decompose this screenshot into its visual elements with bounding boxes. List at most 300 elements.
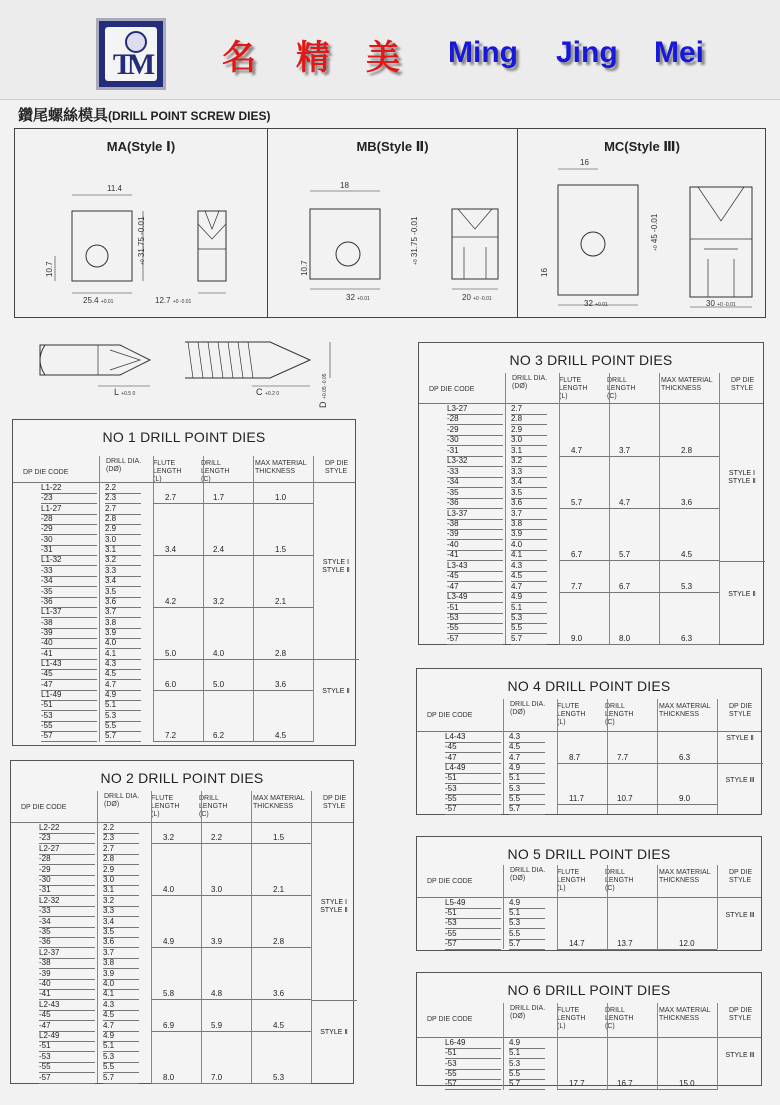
die-code: -55 [447,623,503,634]
die-code: L5-49 [445,898,501,909]
drill-dia: 5.1 [509,773,545,784]
hdr-flute: FLUTE LENGTH [151,795,180,810]
table-row [419,488,559,498]
hdr-dia2: (DØ) [104,801,120,808]
drill-dia: 5.7 [511,634,547,645]
table-row [13,721,153,731]
drill-dia: 3.1 [511,446,547,457]
flute-length: 11.7 [569,793,584,803]
style-mb-panel [268,129,518,317]
max-thickness: 4.5 [275,731,287,741]
flute-length: 17.7 [569,1079,585,1089]
table-row [13,483,153,493]
drill-dia: 4.9 [105,690,141,701]
mb-base-val: 20 [462,293,471,302]
drill-dia: 3.0 [103,875,139,886]
table-row [417,763,557,773]
flute-length: 4.2 [165,596,177,606]
mb-height: 10.7 [300,260,309,276]
brand-en-3: Mei [654,36,705,69]
ma-vertical [137,217,146,265]
mc-length [584,299,608,308]
ma-base [155,296,191,305]
mc-base [706,299,736,308]
hdr-dia: DRILL DIA. [510,701,546,708]
flute-length: 6.9 [163,1020,175,1030]
die-code: -40 [447,540,503,551]
hdr-dia2: (DØ) [510,1013,526,1020]
max-thickness: 4.5 [681,550,693,560]
group-divider [153,555,313,556]
drill-dia: 4.9 [509,898,545,909]
drill-length: 3.0 [211,885,223,895]
table-row [419,613,559,623]
table-row [417,784,557,794]
hdr-flute2: (L) [557,1023,566,1030]
hdr-dp2: STYLE [729,1015,752,1022]
mc-length-tol: +0.01 [595,302,608,308]
table-row [417,1079,557,1089]
screw-c: C [256,387,263,397]
table-row [13,649,153,659]
die-code: -38 [41,618,97,629]
die-style: STYLE Ⅰ STYLE Ⅱ [322,558,350,574]
die-code: -57 [445,1079,501,1090]
hdr-max2: THICKNESS [659,1015,700,1022]
table-row [417,1059,557,1069]
drill-dia: 3.1 [105,545,141,556]
table-row [417,1038,557,1048]
screw-d: D [318,401,328,408]
drill-dia: 3.5 [511,488,547,499]
die-code: -45 [445,742,501,753]
style-mb-title: MB(Style Ⅱ) [356,139,429,154]
die-code: -28 [39,854,95,865]
table-row [13,535,153,545]
table-row [11,948,151,958]
column-divider [153,456,154,742]
table-row [419,467,559,477]
table-row [419,603,559,613]
drill-dia: 4.5 [105,669,141,680]
col-header-drill [605,1007,645,1031]
table-row [13,618,153,628]
die-style: STYLE Ⅱ [726,735,754,743]
hdr-flute2: (L) [559,393,568,400]
flute-length: 4.9 [163,937,175,947]
drill-dia: 3.6 [105,597,141,608]
flute-length: 3.4 [165,545,177,555]
mc-base-val: 30 [706,299,715,308]
group-divider [151,1083,311,1084]
hdr-drill2: (C) [199,811,209,818]
table-row [11,937,151,947]
max-thickness: 3.6 [681,498,693,508]
style-mc-panel [518,129,766,317]
die-code: -29 [447,425,503,436]
table-row [417,732,557,742]
table-row [11,1021,151,1031]
die-code: -35 [41,587,97,598]
max-thickness: 6.3 [681,633,693,643]
table-row [11,1031,151,1041]
die-code: -39 [41,628,97,639]
screw-c-dim [256,387,279,397]
drill-dia: 2.9 [511,425,547,436]
drill-dia: 5.5 [509,929,545,940]
drill-dia: 4.7 [105,680,141,691]
flute-length: 14.7 [569,938,585,948]
max-thickness: 12.0 [679,938,695,948]
die-code: L2-37 [39,948,95,959]
table-row [419,519,559,529]
drill-length: 2.4 [213,545,225,555]
table-row [11,823,151,833]
hdr-dp: DP DIE [729,1007,753,1014]
screw-d-tol: +0.05 -0.05 [322,373,328,399]
drill-dia: 2.7 [105,504,141,515]
mc-vert-val: 45 -0.01 [650,213,659,244]
die-code: -31 [41,545,97,556]
die-code: -23 [41,493,97,504]
col-header-dia [512,375,550,391]
drill-length: 4.0 [213,648,225,658]
column-divider [657,1003,658,1090]
table-row [419,509,559,519]
table-row [13,555,153,565]
die-code: -55 [445,929,501,940]
col-header-dp [729,869,757,885]
table-row [11,854,151,864]
drill-dia: 5.7 [509,939,545,950]
table-row [417,908,557,918]
hdr-dia: DRILL DIA. [510,867,546,874]
die-code: -36 [447,498,503,509]
col-header-dp [729,1007,757,1023]
drill-dia: 5.1 [509,908,545,919]
column-divider [607,699,608,814]
col-header-dia [106,458,144,474]
col-header-drill [199,795,239,819]
col-header-code: DP DIE CODE [427,1016,473,1023]
die-code: -47 [445,753,501,764]
screw-l-dim [114,387,135,397]
table-row [13,493,153,503]
col-header-code: DP DIE CODE [429,386,475,393]
table-row [13,731,153,741]
die-code: -41 [447,550,503,561]
ma-vert-val: 31.75 -0.01 [137,216,146,258]
table-row [11,1052,151,1062]
drill-length: 10.7 [617,793,633,803]
drill-dia: 3.8 [511,519,547,530]
hdr-max: MAX MATERIAL [255,460,307,467]
mc-base-tol: +0 -0.01 [717,302,736,308]
style-divider [313,659,359,660]
group-divider [557,763,717,764]
max-thickness: 1.0 [275,493,287,503]
col-header-dp [323,795,351,811]
drill-length: 3.9 [211,937,223,947]
die-style: STYLE Ⅰ STYLE Ⅱ [320,899,348,915]
table-row [13,711,153,721]
max-thickness: 2.1 [275,596,287,606]
die-code: -45 [41,669,97,680]
no1-drill-point-table [12,419,356,746]
group-divider [559,508,719,509]
die-code: -23 [39,833,95,844]
hdr-dp2: STYLE [729,877,752,884]
column-divider [717,865,718,949]
flute-length: 7.7 [571,581,583,591]
table-row [11,989,151,999]
hdr-flute: FLUTE LENGTH [557,1007,586,1022]
drill-dia: 5.3 [511,613,547,624]
die-code: -40 [41,638,97,649]
col-header-code: DP DIE CODE [23,469,69,476]
col-header-flute [151,795,191,819]
style-divider [719,561,765,562]
mb-vert-val: 31.75 -0.01 [410,216,419,258]
drill-dia: 3.4 [105,576,141,587]
table-title: NO 5 DRILL POINT DIES [507,846,671,862]
column-divider [151,791,152,1083]
die-code: -33 [447,467,503,478]
style-mb-drawing [268,129,518,317]
column-divider [657,865,658,949]
column-divider [311,791,312,1083]
flute-length: 8.7 [569,752,581,762]
die-code: -28 [41,514,97,525]
drill-dia: 5.5 [103,1062,139,1073]
die-code: -35 [447,488,503,499]
max-thickness: 9.0 [679,793,691,803]
die-code: -40 [39,979,95,990]
table-title: NO 3 DRILL POINT DIES [509,352,673,368]
die-code: -55 [41,721,97,732]
die-code: -47 [41,680,97,691]
flute-length: 6.7 [571,550,583,560]
drill-dia: 5.1 [509,1048,545,1059]
column-divider [203,456,204,742]
hdr-dia: DRILL DIA. [106,458,142,465]
drill-dia: 4.3 [511,561,547,572]
drill-dia: 2.7 [103,844,139,855]
table-row [11,1041,151,1051]
hdr-drill: DRILL LENGTH [607,377,636,392]
drill-length: 7.0 [211,1072,223,1082]
table-row [11,885,151,895]
column-divider [557,699,558,814]
table-title: NO 6 DRILL POINT DIES [507,982,671,998]
mc-width: 16 [580,158,589,167]
table-row [13,700,153,710]
flute-length: 4.0 [163,885,175,895]
drill-dia: 3.3 [103,906,139,917]
hdr-max: MAX MATERIAL [253,795,305,802]
drill-length: 1.7 [213,493,225,503]
table-row [13,576,153,586]
col-header-max [659,1007,711,1023]
drill-dia: 5.3 [103,1052,139,1063]
die-code: -55 [445,1069,501,1080]
column-divider [313,456,314,742]
column-divider [607,865,608,949]
flute-length: 9.0 [571,633,583,643]
die-code: -34 [39,917,95,928]
column-divider [201,791,202,1083]
die-code: L2-22 [39,823,95,834]
die-code: -28 [447,414,503,425]
style-divider [717,763,763,764]
column-divider [557,1003,558,1090]
flute-length: 7.2 [165,731,177,741]
table-row [11,969,151,979]
hdr-dia2: (DØ) [512,383,528,390]
table-row [13,628,153,638]
drill-length: 13.7 [617,938,633,948]
mb-vertical [410,217,419,265]
die-code: L3-37 [447,509,503,520]
die-code: -51 [447,603,503,614]
hdr-drill: DRILL LENGTH [199,795,228,810]
drill-length: 7.7 [617,752,629,762]
die-code: L4-49 [445,763,501,774]
die-code: -45 [39,1010,95,1021]
die-code: -57 [447,634,503,645]
col-header-max [253,795,305,811]
group-divider [151,1031,311,1032]
style-mc-drawing [518,129,766,317]
die-code: -53 [447,613,503,624]
die-code: -39 [39,969,95,980]
hdr-dia: DRILL DIA. [104,793,140,800]
max-thickness: 5.3 [681,581,693,591]
column-divider [719,373,720,644]
style-ma-title: MA(Style Ⅰ) [106,139,176,154]
die-code: -51 [445,908,501,919]
drill-dia: 3.9 [511,529,547,540]
max-thickness: 2.8 [273,937,285,947]
table-row [417,1069,557,1079]
table-row [11,927,151,937]
group-divider [153,503,313,504]
drill-length: 5.0 [213,679,225,689]
table-row [11,906,151,916]
col-header-dia [510,1005,548,1021]
drill-dia: 4.1 [105,649,141,660]
die-code: -55 [39,1062,95,1073]
col-header-flute [153,460,193,484]
mc-vertical [650,214,659,251]
group-divider [559,644,719,645]
col-header-max [661,377,713,393]
die-code: -38 [39,958,95,969]
table-row [13,504,153,514]
die-code: L1-43 [41,659,97,670]
max-thickness: 1.5 [275,545,287,555]
column-divider [503,865,504,949]
col-header-max [659,869,711,885]
flute-length: 2.7 [165,493,177,503]
drill-length: 5.7 [619,550,631,560]
group-divider [557,949,717,950]
hdr-max2: THICKNESS [255,468,296,475]
die-code: -29 [41,524,97,535]
die-code: L3-27 [447,404,503,415]
table-row [11,865,151,875]
die-style: STYLE Ⅱ [320,1029,348,1037]
table-row [11,1062,151,1072]
drill-dia: 2.9 [105,524,141,535]
no5-drill-point-table [416,836,762,951]
column-divider [503,1003,504,1090]
mb-length-tol: +0.01 [357,296,370,302]
screw-d-dim [318,374,328,408]
col-header-dia [104,793,142,809]
col-header-code: DP DIE CODE [427,712,473,719]
die-code: -35 [39,927,95,938]
drill-length: 4.8 [211,989,223,999]
table-row [13,514,153,524]
col-header-dia [510,701,548,717]
table-row [417,918,557,928]
page-title [18,104,270,125]
hdr-max2: THICKNESS [659,711,700,718]
hdr-max: MAX MATERIAL [659,1007,711,1014]
die-code: -47 [39,1021,95,1032]
group-divider [151,843,311,844]
drill-dia: 4.0 [511,540,547,551]
drill-dia: 4.0 [105,638,141,649]
table-row [13,607,153,617]
drill-length: 5.9 [211,1020,223,1030]
hdr-flute2: (L) [151,811,160,818]
drill-length: 6.7 [619,581,631,591]
column-divider [97,791,98,1083]
die-style: STYLE Ⅲ [725,776,755,784]
table-row [417,939,557,949]
table-title: NO 4 DRILL POINT DIES [507,678,671,694]
die-style: STYLE Ⅱ [322,688,350,696]
die-code: -57 [445,939,501,950]
drill-dia: 5.3 [509,918,545,929]
table-row [11,844,151,854]
hdr-dp: DP DIE [731,377,755,384]
hdr-dia: DRILL DIA. [510,1005,546,1012]
drill-dia: 3.8 [103,958,139,969]
hdr-max: MAX MATERIAL [661,377,713,384]
table-row [417,804,557,814]
col-header-dp [731,377,759,393]
mb-base [462,293,492,302]
table-row [417,773,557,783]
hdr-flute: FLUTE LENGTH [153,460,182,475]
die-code: -29 [39,865,95,876]
table-row [417,742,557,752]
screw-l-tol: +0.5 0 [121,391,136,397]
no6-drill-point-table [416,972,762,1089]
die-code: L3-49 [447,592,503,603]
drill-dia: 4.5 [509,742,545,753]
drill-dia: 3.0 [511,435,547,446]
group-divider [153,659,313,660]
drill-dia: 5.5 [105,721,141,732]
drill-dia: 2.3 [105,493,141,504]
table-row [417,794,557,804]
drill-dia: 5.1 [511,603,547,614]
header-banner [0,0,780,100]
